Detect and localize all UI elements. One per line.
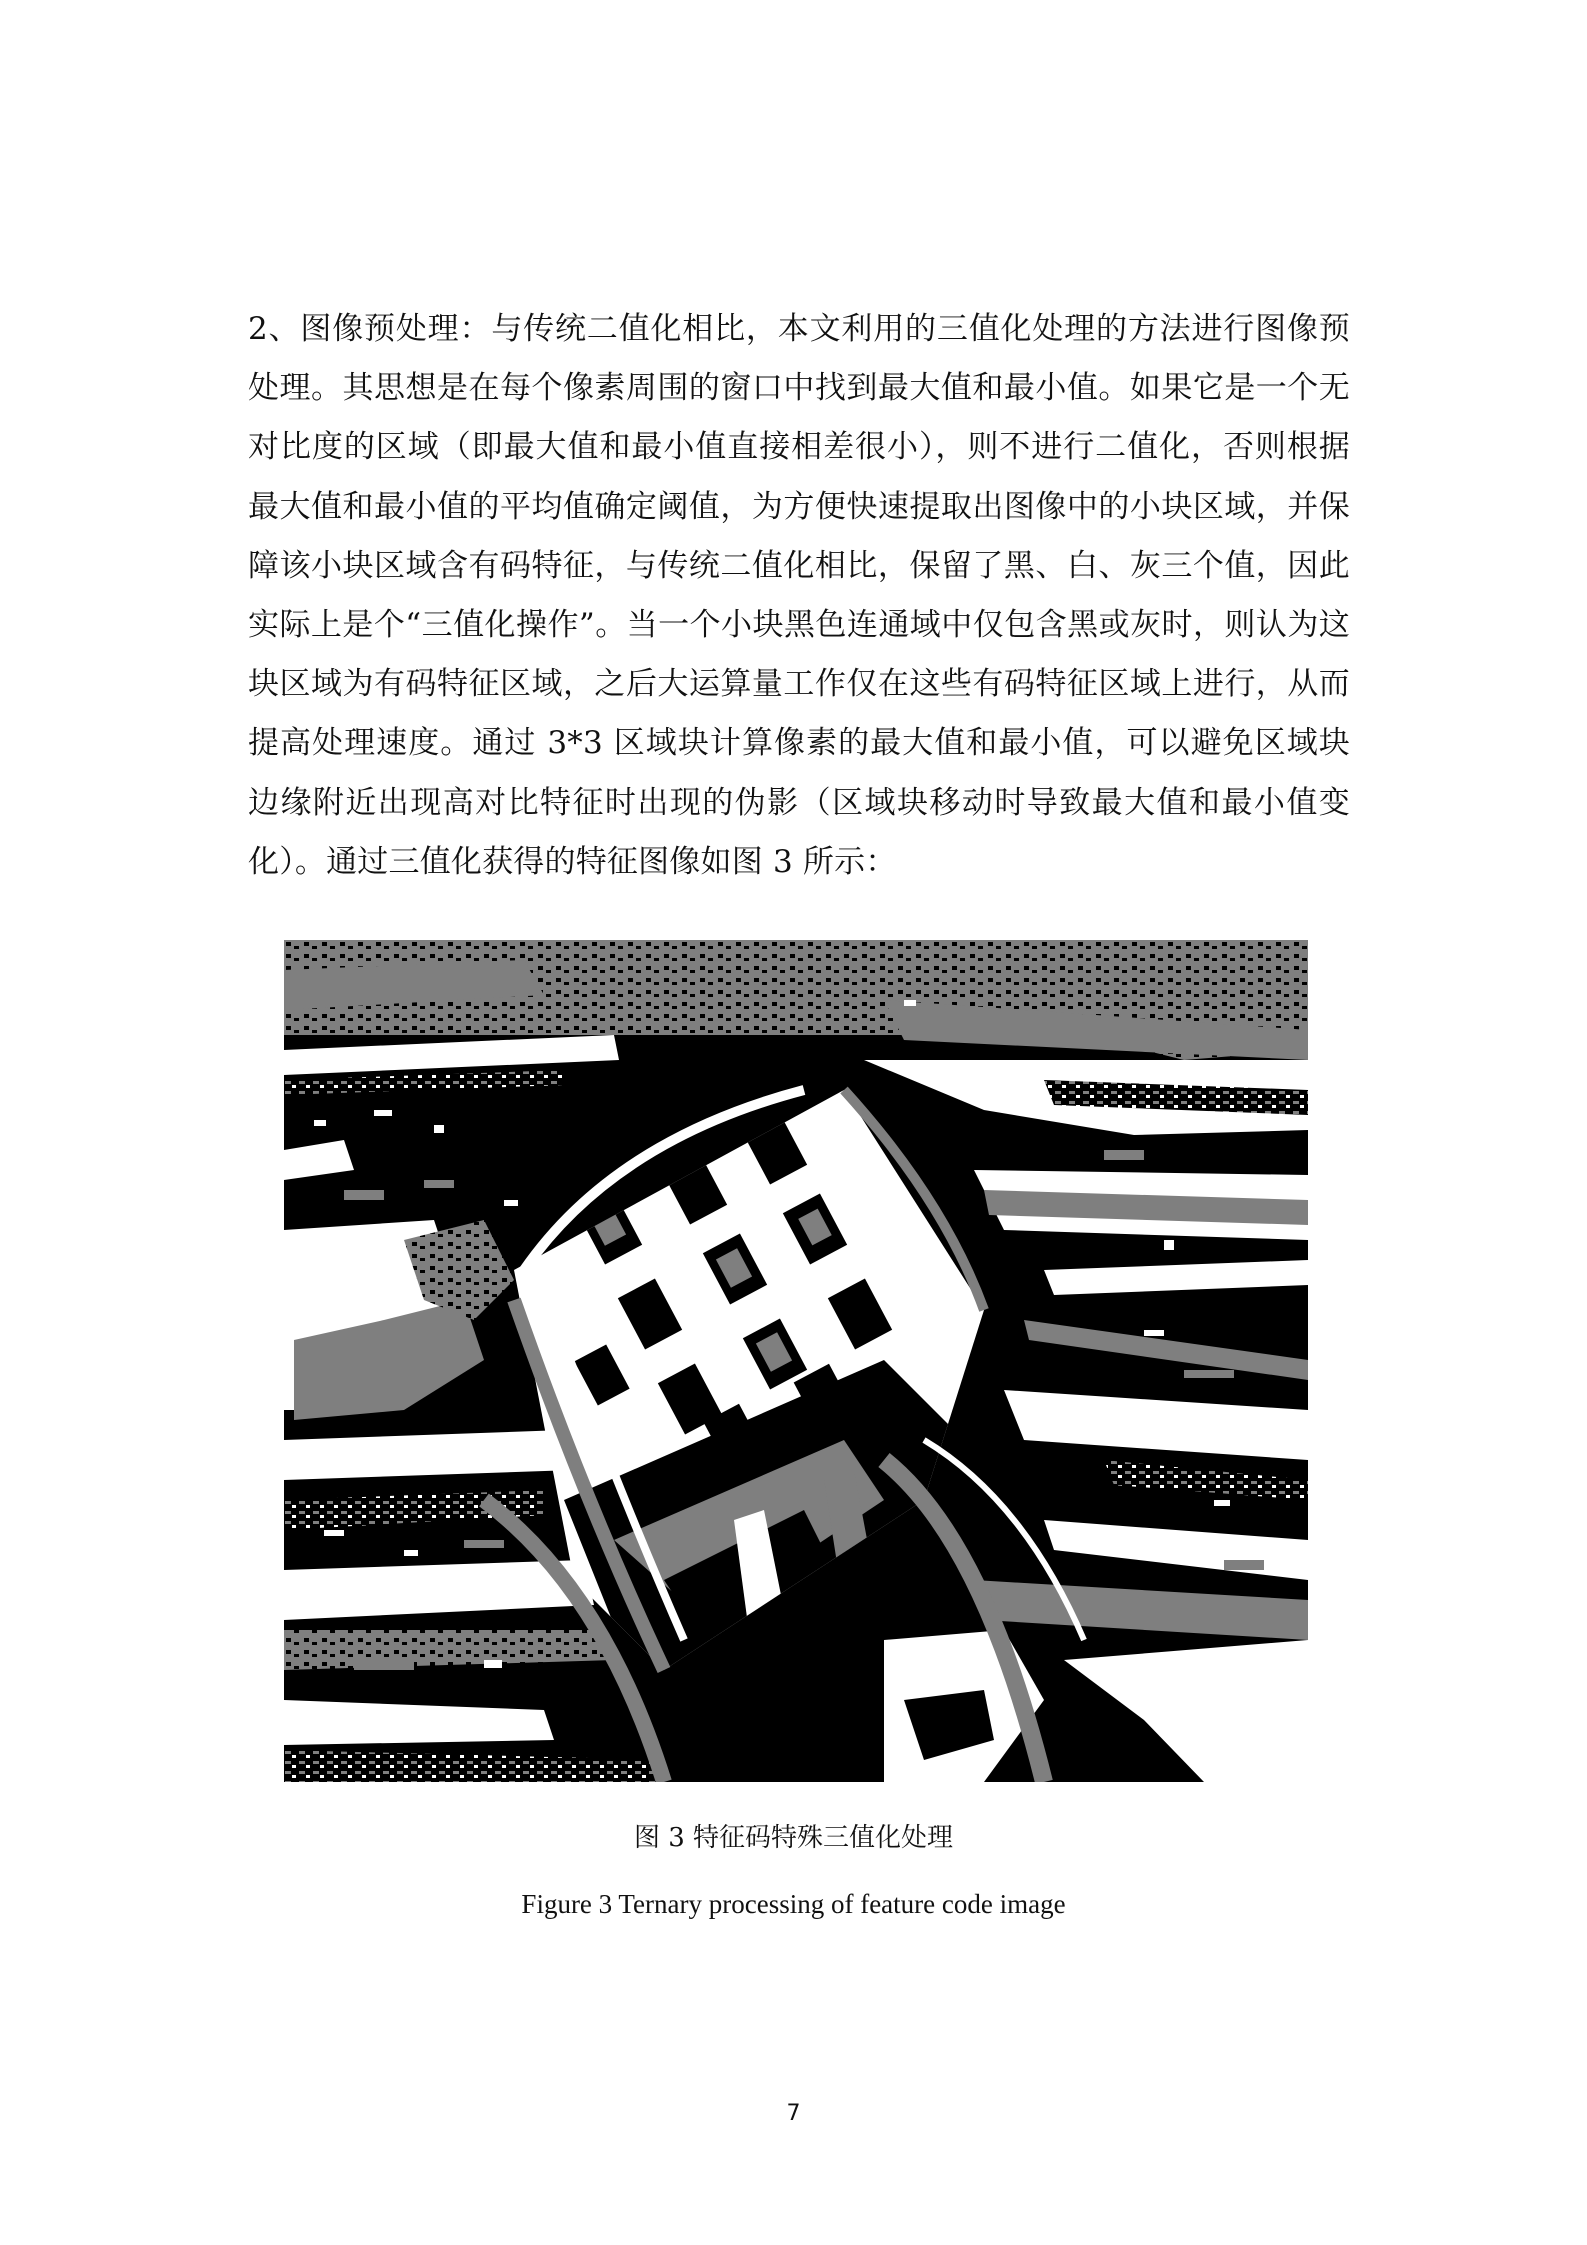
- ternary-feature-image: [284, 940, 1308, 1782]
- page-number: 7: [786, 2101, 801, 2126]
- body-paragraph: 2、图像预处理：与传统二值化相比，本文利用的三值化处理的方法进行图像预处理。其思想是在每个像素周围的窗口中找到最大值和最小值。如果它是一个无对比度的区域（即最大值和最小值直接相差很小），则不进行二值化，否则根据最大值和最小值的平均值确定阈值，为方便快速提取出图像中的小块区域，并保障该小块区域含有码特征，与传统二值化相比，保留了黑、白、灰三个值，因此实际上是个“三值化操作”。当一个小块黑色连通域中仅包含黑或灰时，则认为这块区域为有码特征区域，之后大运算量工作仅在这些有码特征区域上进行，从而提高处理速度。通过 3*3 区域块计算像素的最大值和最小值，可以避免区域块边缘附近出现高对比特征时出现的伪影（区域块移动时导致最大值和最小值变化）。通过三值化获得的特征图像如图 3 所示：: [248, 311, 1350, 880]
- ternary-image-svg: [284, 940, 1308, 1782]
- figure-caption-chinese: 图 3 特征码特殊三值化处理: [633, 1823, 954, 1853]
- figure-caption-english: Figure 3 Ternary processing of feature code image: [521, 1889, 1066, 1919]
